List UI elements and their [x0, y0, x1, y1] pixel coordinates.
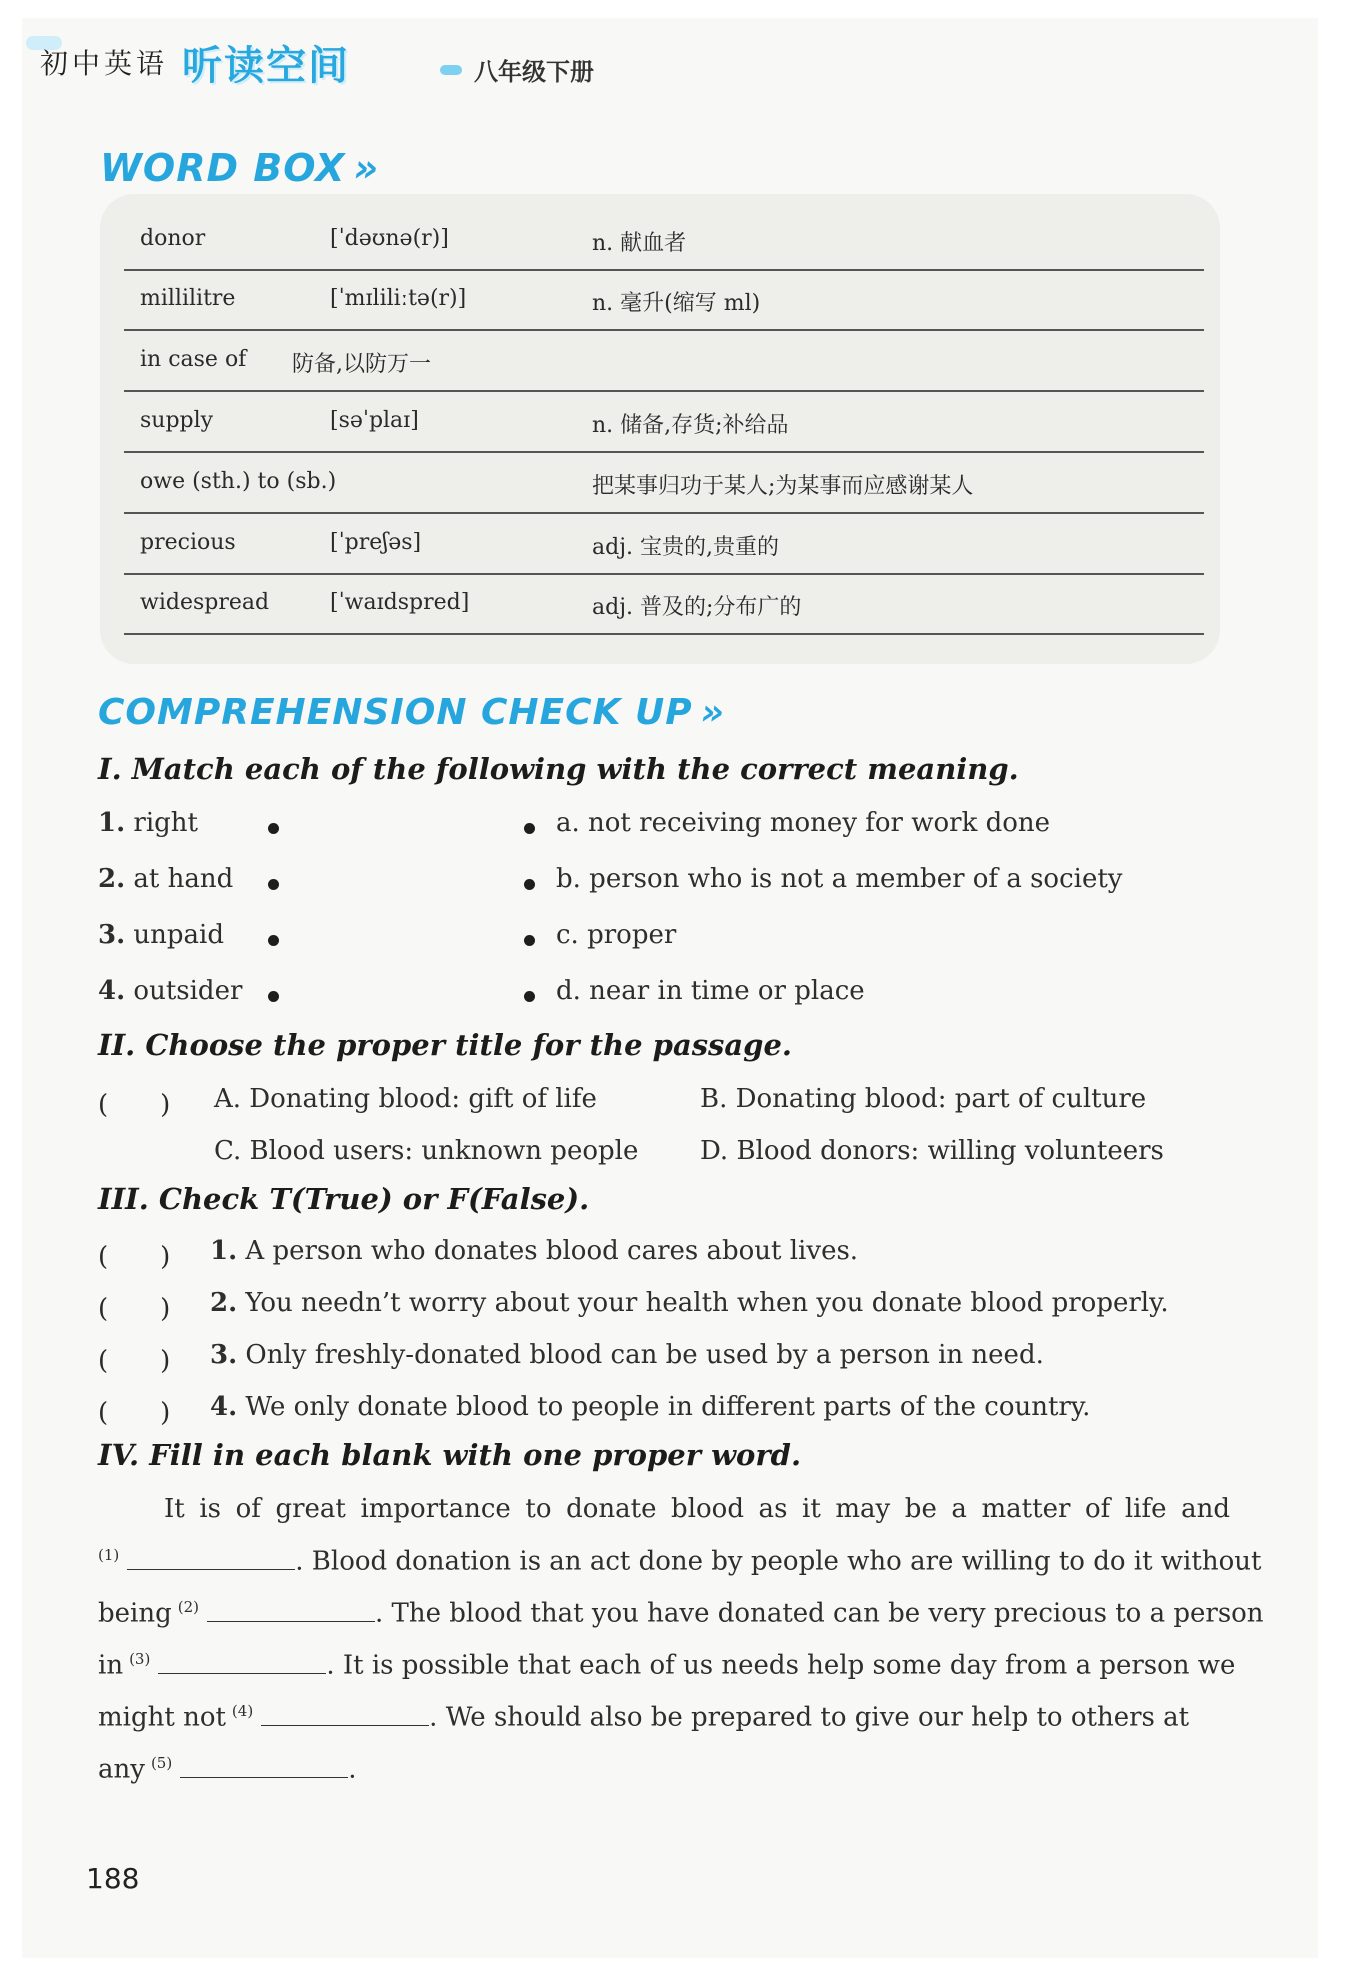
word-entry [124, 270, 1204, 331]
word-entry-word: supply [140, 408, 214, 433]
word-entry-word: donor [140, 226, 206, 251]
blank-marker: (5) [150, 1754, 173, 1772]
word-entry [124, 514, 1204, 575]
blank-marker: (3) [129, 1650, 151, 1668]
word-entry-meaning: 防备,以防万一 [292, 352, 431, 377]
chevron-icon: » [700, 692, 725, 733]
tf-item: 3. Only freshly-donated blood can be used by a person in need. [210, 1340, 1044, 1370]
passage-line: $^{(1)}$ . Blood donation is an act done by people who are willing to do it without [98, 1546, 1262, 1577]
match-right-item: c. proper [556, 920, 677, 950]
match-right-item: d. near in time or place [556, 976, 865, 1006]
blank-4[interactable] [261, 1703, 429, 1726]
blank-1[interactable] [127, 1547, 295, 1570]
word-box-title-text: WORD BOX [100, 146, 346, 190]
word-entry [124, 453, 1204, 514]
word-entry-phonetic: [ˈpreʃəs] [330, 530, 422, 555]
chevron-icon: » [353, 146, 380, 190]
part2-instruction: II. Choose the proper title for the passage. [98, 1028, 793, 1062]
word-entry-meaning: n. 毫升(缩写 ml) [592, 291, 761, 316]
blank-2[interactable] [207, 1599, 375, 1622]
passage-line: being $^{(2)}$ . The blood that you have donated can be very precious to a person [98, 1598, 1264, 1629]
word-entry-meaning: 把某事归功于某人;为某事而应感谢某人 [592, 474, 974, 499]
word-entry-word: owe (sth.) to (sb.) [140, 469, 337, 494]
word-entry [124, 392, 1204, 453]
tf-item: 1. A person who donates blood cares about lives. [210, 1236, 859, 1266]
match-left-item: 1. right [98, 808, 199, 838]
passage-line: in $^{(3)}$ . It is possible that each of us needs help some day from a person we [98, 1650, 1236, 1681]
header-logo: 听读空间 [182, 42, 351, 89]
page-number: 188 [86, 1862, 140, 1895]
answer-bracket[interactable]: ( ) [98, 1346, 171, 1376]
header-grade-group [440, 52, 594, 87]
answer-bracket[interactable]: ( ) [98, 1242, 171, 1272]
match-dot-left[interactable] [268, 823, 279, 834]
word-entry-meaning: n. 储备,存货;补给品 [592, 413, 789, 438]
match-dot-right[interactable] [524, 935, 535, 946]
word-entry-meaning: adj. 宝贵的,贵重的 [592, 535, 780, 560]
tf-item: 2. You needn’t worry about your health when you donate blood properly. [210, 1288, 1169, 1318]
word-entry [124, 331, 1204, 392]
title-option-c: C. Blood users: unknown people [214, 1136, 639, 1166]
match-right-item: b. person who is not a member of a society [556, 864, 1123, 894]
match-dot-left[interactable] [268, 935, 279, 946]
title-option-b: B. Donating blood: part of culture [700, 1084, 1147, 1114]
word-entry-meaning: adj. 普及的;分布广的 [592, 595, 802, 620]
comprehension-title-text: COMPREHENSION CHECK UP [98, 692, 693, 733]
word-entry-word: precious [140, 530, 236, 555]
title-option-a: A. Donating blood: gift of life [214, 1084, 597, 1114]
match-left-item: 4. outsider [98, 976, 243, 1006]
word-entry [124, 574, 1204, 635]
blank-5[interactable] [180, 1755, 348, 1778]
word-entry-phonetic: [ˈmɪliliːtə(r)] [330, 286, 467, 311]
passage-line: any $^{(5)}$ . [98, 1754, 357, 1785]
match-dot-right[interactable] [524, 991, 535, 1002]
word-entry-phonetic: [səˈplaɪ] [330, 408, 419, 433]
passage-line: It is of great importance to donate blood as it may be a matter of life and [164, 1494, 1230, 1524]
match-dot-right[interactable] [524, 823, 535, 834]
match-dot-left[interactable] [268, 879, 279, 890]
word-entry [124, 210, 1204, 271]
word-entry-meaning: n. 献血者 [592, 231, 687, 256]
blank-marker: (1) [98, 1546, 120, 1564]
word-entry-word: millilitre [140, 286, 236, 311]
word-entry-phonetic: [ˈwaɪdspred] [330, 590, 470, 615]
blank-marker: (4) [231, 1702, 254, 1720]
match-right-item: a. not receiving money for work done [556, 808, 1051, 838]
comprehension-title [98, 692, 725, 733]
part4-instruction: IV. Fill in each blank with one proper word. [98, 1438, 802, 1472]
tf-item: 4. We only donate blood to people in different parts of the country. [210, 1392, 1091, 1422]
header-subject: 初中英语 [40, 47, 169, 80]
page-header [40, 32, 350, 92]
match-dot-right[interactable] [524, 879, 535, 890]
part3-instruction: III. Check T(True) or F(False). [98, 1182, 590, 1216]
blank-marker: (2) [177, 1598, 199, 1616]
header-grade: 八年级下册 [474, 58, 594, 86]
passage-line: might not $^{(4)}$ . We should also be prepared to give our help to others at [98, 1702, 1190, 1733]
blank-3[interactable] [158, 1651, 326, 1674]
word-entry-word: in case of [140, 347, 247, 372]
title-option-d: D. Blood donors: willing volunteers [700, 1136, 1164, 1166]
header-bullet-icon [440, 65, 462, 75]
match-left-item: 3. unpaid [98, 920, 225, 950]
match-dot-left[interactable] [268, 991, 279, 1002]
part1-instruction: I. Match each of the following with the correct meaning. [98, 752, 1019, 786]
answer-bracket[interactable]: ( ) [98, 1294, 171, 1324]
word-entry-phonetic: [ˈdəʊnə(r)] [330, 226, 449, 251]
word-entry-word: widespread [140, 590, 270, 615]
answer-bracket[interactable]: ( ) [98, 1090, 171, 1120]
word-box-title [100, 146, 379, 190]
match-left-item: 2. at hand [98, 864, 234, 894]
answer-bracket[interactable]: ( ) [98, 1398, 171, 1428]
